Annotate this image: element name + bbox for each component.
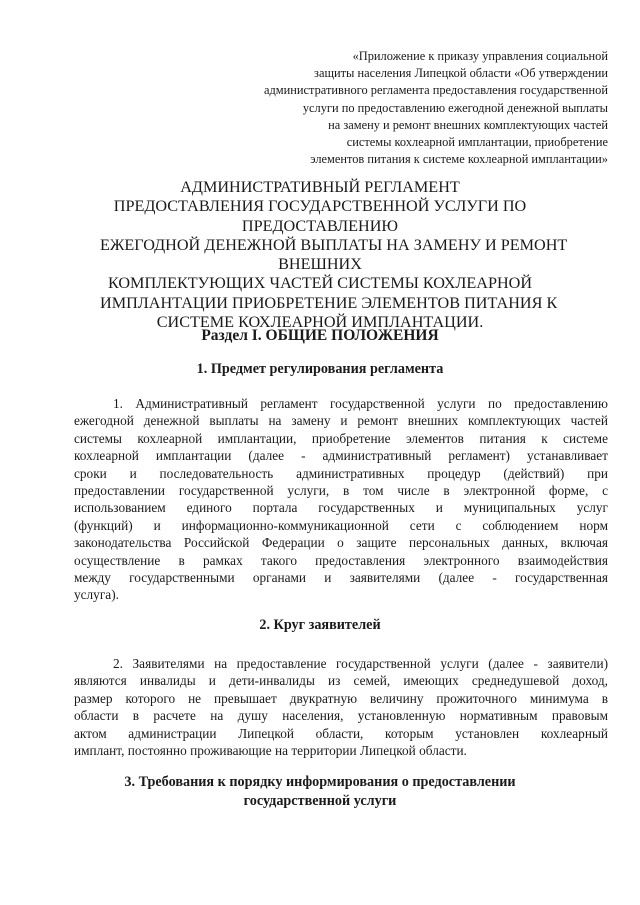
paragraph-line: кохлеарной имплантации (далее - административный регламент) устанавливает xyxy=(74,448,608,464)
heading-line: государственной услуги xyxy=(243,793,397,809)
title-line: АДМИНИСТРАТИВНЫЙ РЕГЛАМЕНТ xyxy=(180,178,460,196)
subsection-3-heading xyxy=(90,773,550,811)
appendix-note xyxy=(226,48,608,168)
appendix-line: услуги по предоставлению ежегодной денежной выплаты xyxy=(302,100,608,115)
paragraph-2 xyxy=(74,655,608,759)
paragraph-line: 1. Административный регламент государственной услуги по предоставлению xyxy=(113,396,608,411)
paragraph-line: использованием единого портала государственных и муниципальных услуг xyxy=(74,500,608,516)
paragraph-line: осуществление в рамках такого предоставления электронного взаимодействия xyxy=(74,552,608,568)
title-line: КОМПЛЕКТУЮЩИХ ЧАСТЕЙ СИСТЕМЫ КОХЛЕАРНОЙ xyxy=(107,274,533,293)
subsection-1-heading: 1. Предмет регулирования регламента xyxy=(196,361,444,377)
appendix-line: защиты населения Липецкой области «Об утверждении xyxy=(314,66,608,81)
paragraph-line: между государственными органами и заявителями (далее - государственная xyxy=(74,570,608,586)
paragraph-line: 2. Заявителями на предоставление государственной услуги (далее - заявители) xyxy=(113,656,608,671)
title-line: ИМПЛАНТАЦИИ ПРИОБРЕТЕНИЕ ЭЛЕМЕНТОВ ПИТАНИЯ К xyxy=(100,293,558,312)
paragraph-1 xyxy=(74,395,608,604)
appendix-line: административного регламента предоставления государственной xyxy=(263,83,608,98)
title-line: СИСТЕМЕ КОХЛЕАРНОЙ ИМПЛАНТАЦИИ. xyxy=(156,313,484,332)
paragraph-line: (функций) и информационно-коммуникационной сети с соблюдением норм xyxy=(74,517,608,533)
heading-line: 3. Требования к порядку информирования о предоставлении xyxy=(124,774,516,790)
paragraph-line: предоставлении государственной услуги, в том числе в электронной форме, с xyxy=(74,483,608,499)
section-heading: Раздел I. ОБЩИЕ ПОЛОЖЕНИЯ xyxy=(201,327,439,344)
paragraph-line: системы кохлеарной имплантации, приобретение элементов питания к системе xyxy=(74,430,608,446)
title-line: ЕЖЕГОДНОЙ ДЕНЕЖНОЙ ВЫПЛАТЫ НА ЗАМЕНУ И РЕМОНТ xyxy=(100,235,568,254)
paragraph-line: ежегодной денежной выплаты на замену и ремонт внешних комплектующих частей xyxy=(74,413,608,429)
appendix-line: элементов питания к системе кохлеарной имплантации» xyxy=(310,152,608,167)
paragraph-line: законодательства Российской Федерации о защите персональных данных, включая xyxy=(74,535,608,551)
subsection-2-heading: 2. Круг заявителей xyxy=(259,617,381,633)
title-line: ПРЕДОСТАВЛЕНИЮ xyxy=(241,216,399,235)
paragraph-line: размер которого не превышает двукратную величину прожиточного минимума в xyxy=(74,690,608,706)
paragraph-line: области в расчете на душу населения, установленную нормативным правовым xyxy=(74,708,608,724)
paragraph-line: являются инвалиды и дети-инвалиды из семей, имеющих среднедушевой доход, xyxy=(74,673,608,689)
title-line: ВНЕШНИХ xyxy=(278,255,362,274)
paragraph-line: сроки и последовательность административных процедур (действий) при xyxy=(74,465,608,481)
paragraph-line: актом администрации Липецкой области, которым установлен кохлеарный xyxy=(74,725,608,741)
appendix-line: «Приложение к приказу управления социальной xyxy=(352,49,608,63)
paragraph-line: имплант, постоянно проживающие на территории Липецкой области. xyxy=(74,743,467,759)
document-title xyxy=(100,178,568,332)
title-line: ПРЕДОСТАВЛЕНИЯ ГОСУДАРСТВЕННОЙ УСЛУГИ ПО xyxy=(113,197,527,216)
appendix-line: системы кохлеарной имплантации, приобретение xyxy=(346,135,608,150)
appendix-line: на замену и ремонт внешних комплектующих частей xyxy=(328,117,608,132)
paragraph-line: услуга). xyxy=(74,587,119,603)
